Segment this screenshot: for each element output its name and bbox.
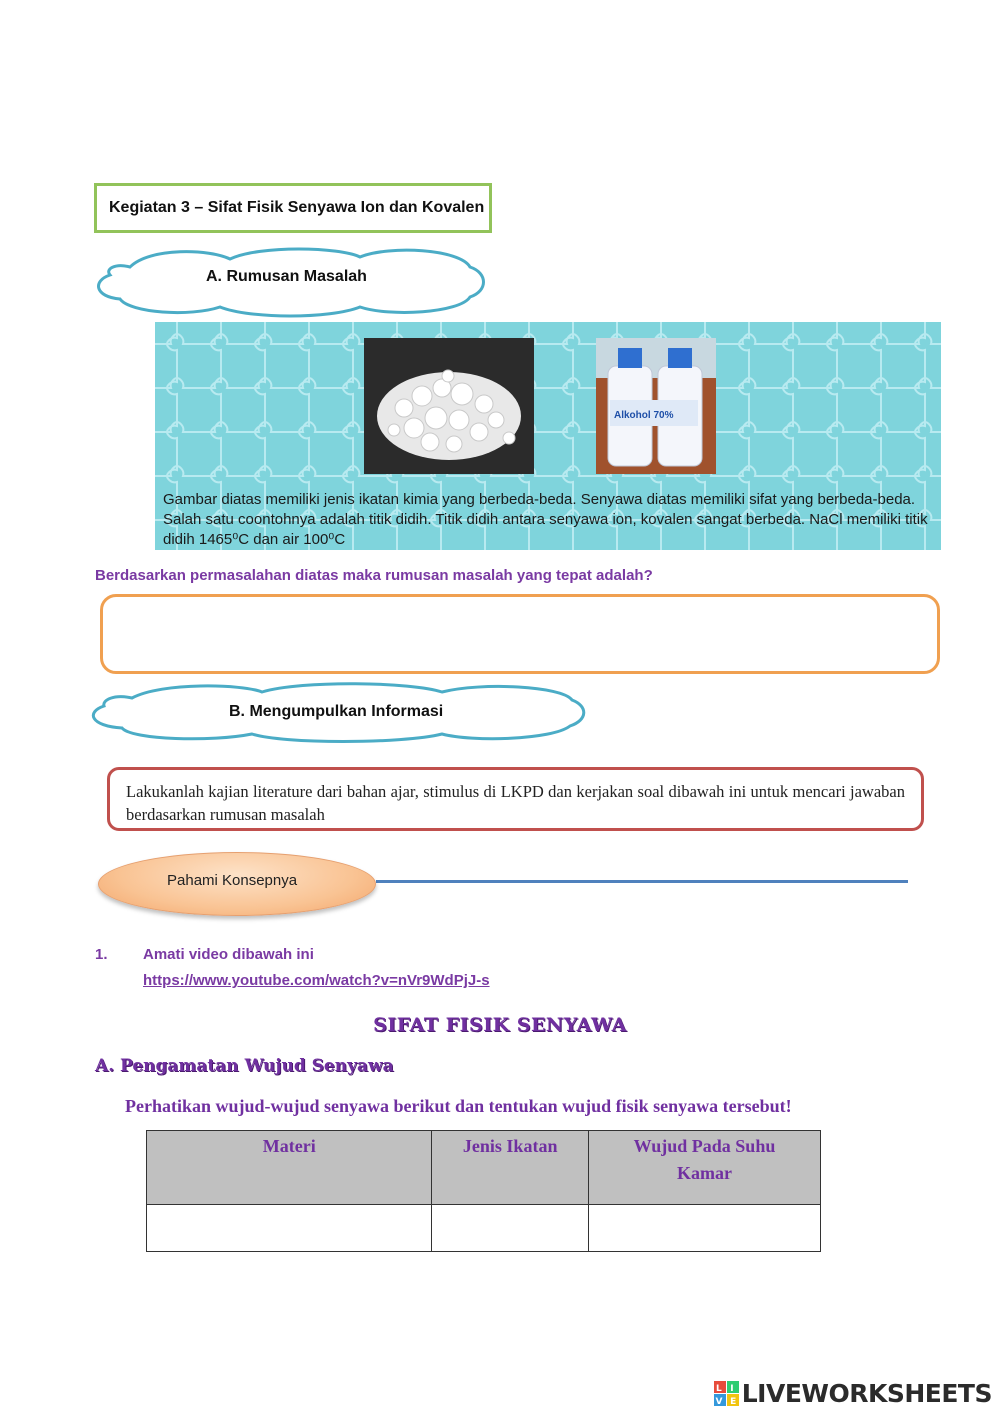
logo-letter-l: L	[715, 1383, 722, 1394]
table-header-row	[147, 1131, 821, 1205]
liveworksheets-logo	[714, 1379, 992, 1408]
instruction-box: Lakukanlah kajian literature dari bahan ajar, stimulus di LKPD dan kerjakan soal dibawah ini untuk mencari jawaban berdasarkan rumusan masalah	[107, 767, 924, 831]
salt-crystals-image	[364, 338, 534, 474]
activity-title: Kegiatan 3 – Sifat Fisik Senyawa Ion dan Kovalen	[94, 183, 492, 233]
problem-question: Berdasarkan permasalahan diatas maka rumusan masalah yang tepat adalah?	[95, 567, 653, 584]
header-wujud: Wujud Pada Suhu Kamar	[588, 1131, 820, 1205]
concept-label: Pahami Konsepnya	[167, 872, 298, 889]
bottle-label: Alkohol 70%	[614, 410, 674, 421]
subheading: A. Pengamatan Wujud Senyawa	[95, 1056, 394, 1076]
cell-materi[interactable]	[147, 1205, 432, 1252]
header-materi: Materi	[147, 1131, 432, 1205]
observation-table	[146, 1130, 821, 1252]
logo-letter-e: E	[729, 1396, 736, 1407]
step-number: 1.	[95, 946, 108, 963]
step-text: Amati video dibawah ini	[143, 946, 314, 963]
divider-line	[376, 880, 908, 883]
alcohol-bottles-image	[596, 338, 716, 474]
logo-letter-i: I	[729, 1383, 733, 1394]
section-a-label: A. Rumusan Masalah	[206, 268, 367, 285]
header-jenis-ikatan: Jenis Ikatan	[432, 1131, 588, 1205]
cell-jenis-ikatan[interactable]	[432, 1205, 588, 1252]
table-instruction: Perhatikan wujud-wujud senyawa berikut dan tentukan wujud fisik senyawa tersebut!	[125, 1096, 792, 1116]
stimulus-text: Gambar diatas memiliki jenis ikatan kimia yang berbeda-beda. Senyawa diatas memiliki sifat yang berbeda-beda. Salah satu coontohnya adalah titik didih. Titik didih antara senyawa ion, kovalen sangat berbeda. NaCl memiliki titik didih 1465⁰C dan air 100⁰C	[163, 491, 928, 548]
table-row	[147, 1205, 821, 1252]
logo-letter-v: V	[715, 1396, 722, 1407]
video-link[interactable]: https://www.youtube.com/watch?v=nVr9WdPjJ-s	[143, 972, 490, 989]
section-b-label: B. Mengumpulkan Informasi	[229, 703, 444, 720]
cell-wujud[interactable]	[588, 1205, 820, 1252]
liveworksheets-logo-icon	[714, 1381, 740, 1407]
main-heading: SIFAT FISIK SENYAWA	[373, 1014, 627, 1036]
answer-input[interactable]	[100, 594, 940, 674]
liveworksheets-name: LIVEWORKSHEETS	[741, 1379, 992, 1408]
